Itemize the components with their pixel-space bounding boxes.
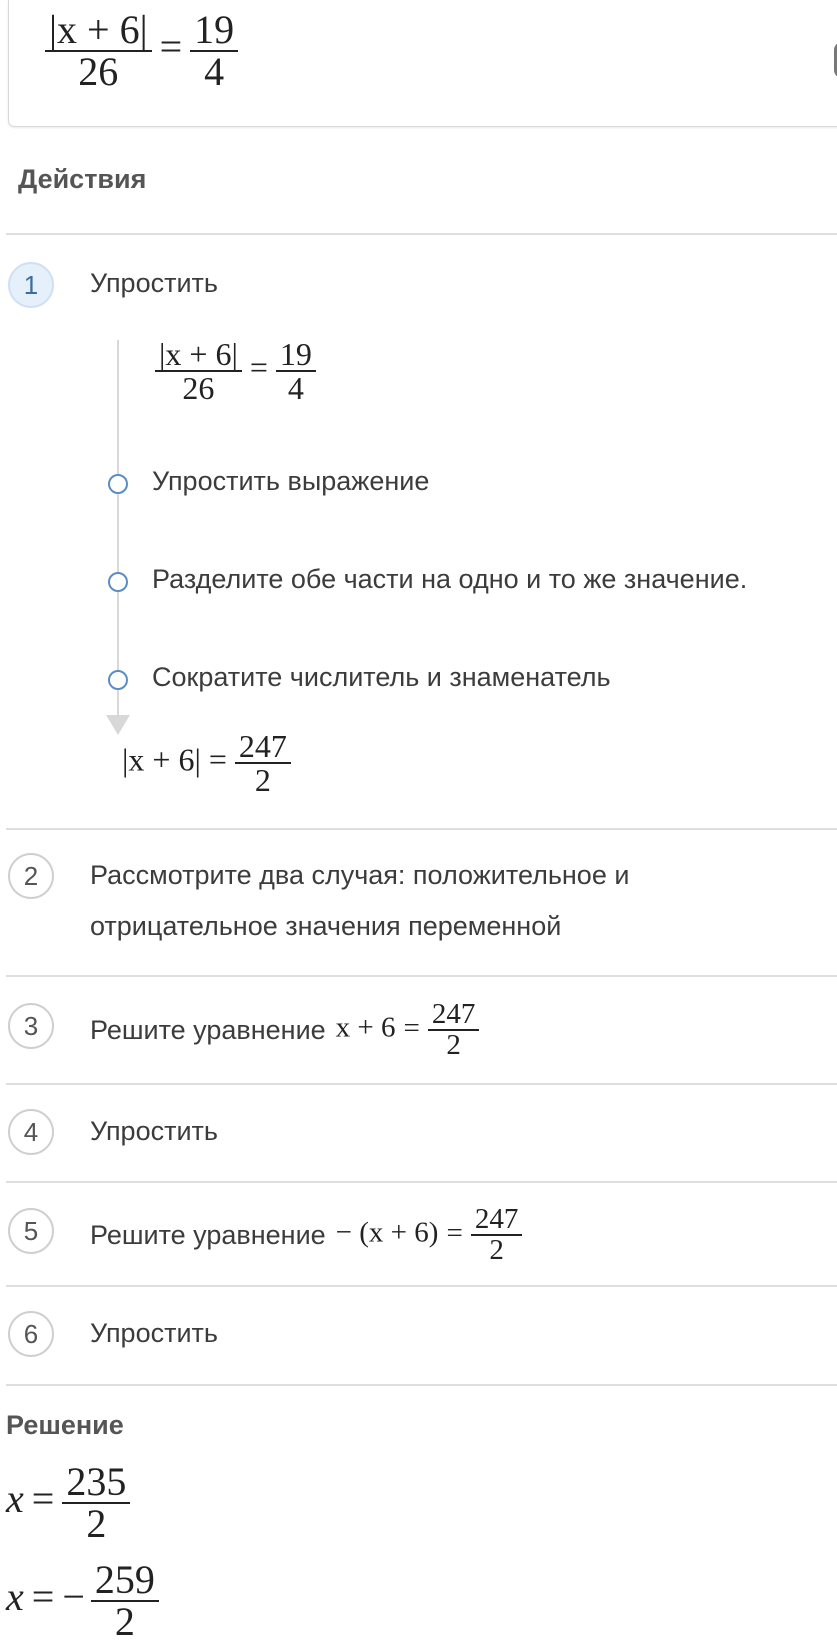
step-1-number[interactable]: 1 (8, 262, 54, 308)
solution-line-1: x = $\frac{235}{2}$ (6, 1462, 130, 1544)
step-2-number[interactable]: 2 (8, 853, 54, 899)
divider (6, 1285, 837, 1287)
substep-dot (108, 474, 128, 494)
step-1-start-equation: $\frac{|x + 6|}{26}$ = $\frac{19}{4}$ (155, 338, 316, 404)
step-1-result-lhs: |x + 6| (122, 741, 201, 778)
solution-1-denominator: 2 (86, 1501, 107, 1546)
divider (6, 1181, 837, 1183)
solution-2-denominator: 2 (114, 1599, 135, 1644)
step-5-label: Решите уравнение (90, 1219, 326, 1250)
step-5-equation: − (x + 6) = $\frac{247}{2}$ (336, 1205, 523, 1265)
equation-input-card[interactable] (8, 0, 837, 127)
step-1-result-numerator: 247 (238, 728, 287, 764)
step-5-eq-numerator: 247 (474, 1203, 519, 1235)
substep-1[interactable]: Упростить выражение (152, 466, 430, 496)
step-3-equation: x + 6 = $\frac{247}{2}$ (336, 1000, 480, 1060)
input-lhs-numerator: |x + 6| (49, 7, 148, 52)
input-rhs-denominator: 4 (204, 49, 225, 94)
step-2-title-line-2: отрицательное значения переменной (90, 911, 562, 941)
divider (6, 975, 837, 977)
timeline-line (117, 340, 119, 716)
substep-dot (108, 572, 128, 592)
solution-line-2: x = − $\frac{259}{2}$ (6, 1560, 159, 1642)
divider (6, 233, 837, 235)
step-3-label: Решите уравнение (90, 1014, 326, 1045)
step-6-number[interactable]: 6 (8, 1311, 54, 1357)
input-rhs-fraction (190, 7, 238, 94)
divider (6, 1384, 837, 1386)
step-1-start-rhs-numerator: 19 (279, 336, 312, 372)
step-1-result-equation: |x + 6| = $\frac{247}{2}$ (122, 730, 291, 796)
divider (6, 1083, 837, 1085)
solution-1-variable: x (6, 1476, 24, 1522)
step-5-eq-lhs: − (x + 6) (335, 1216, 439, 1249)
input-rhs-numerator: 19 (194, 7, 235, 52)
solution-2-variable: x (6, 1574, 24, 1620)
solution-1-numerator: 235 (66, 1459, 127, 1504)
step-1-start-denominator: 26 (182, 370, 215, 406)
solution-title: Решение (6, 1410, 124, 1440)
step-3-eq-numerator: 247 (431, 998, 476, 1030)
step-5-eq-denominator: 2 (489, 1234, 504, 1266)
step-3-number[interactable]: 3 (8, 1003, 54, 1049)
solution-2-numerator: 259 (94, 1557, 155, 1602)
substep-3[interactable]: Сократите числитель и знаменатель (152, 662, 611, 692)
actions-title: Действия (18, 164, 147, 194)
input-lhs-denominator: 26 (78, 49, 119, 94)
step-3-eq-lhs: x + 6 (335, 1011, 396, 1044)
input-lhs-fraction (45, 7, 152, 94)
divider (6, 828, 837, 830)
step-1-title[interactable]: Упростить (90, 268, 218, 298)
step-1-result-denominator: 2 (254, 762, 271, 798)
step-3-eq-denominator: 2 (446, 1029, 461, 1061)
substep-dot (108, 670, 128, 690)
step-5-title[interactable] (90, 1205, 522, 1265)
step-4-number[interactable]: 4 (8, 1109, 54, 1155)
step-6-title[interactable]: Упростить (90, 1318, 218, 1348)
step-3-title[interactable] (90, 1000, 479, 1060)
step-1-start-numerator: |x + 6| (159, 336, 238, 372)
step-4-title[interactable]: Упростить (90, 1116, 218, 1146)
step-1-start-rhs-denominator: 4 (287, 370, 304, 406)
solution-2-sign: − (62, 1574, 85, 1620)
input-equation: $\frac{|x + 6|}{26}$ = $\frac{19}{4}$ (45, 10, 238, 92)
step-2-title[interactable] (90, 850, 629, 952)
substep-2[interactable]: Разделите обе части на одно и то же значение. (152, 564, 748, 594)
step-2-title-line-1: Рассмотрите два случая: положительное и (90, 860, 630, 890)
step-5-number[interactable]: 5 (8, 1208, 54, 1254)
